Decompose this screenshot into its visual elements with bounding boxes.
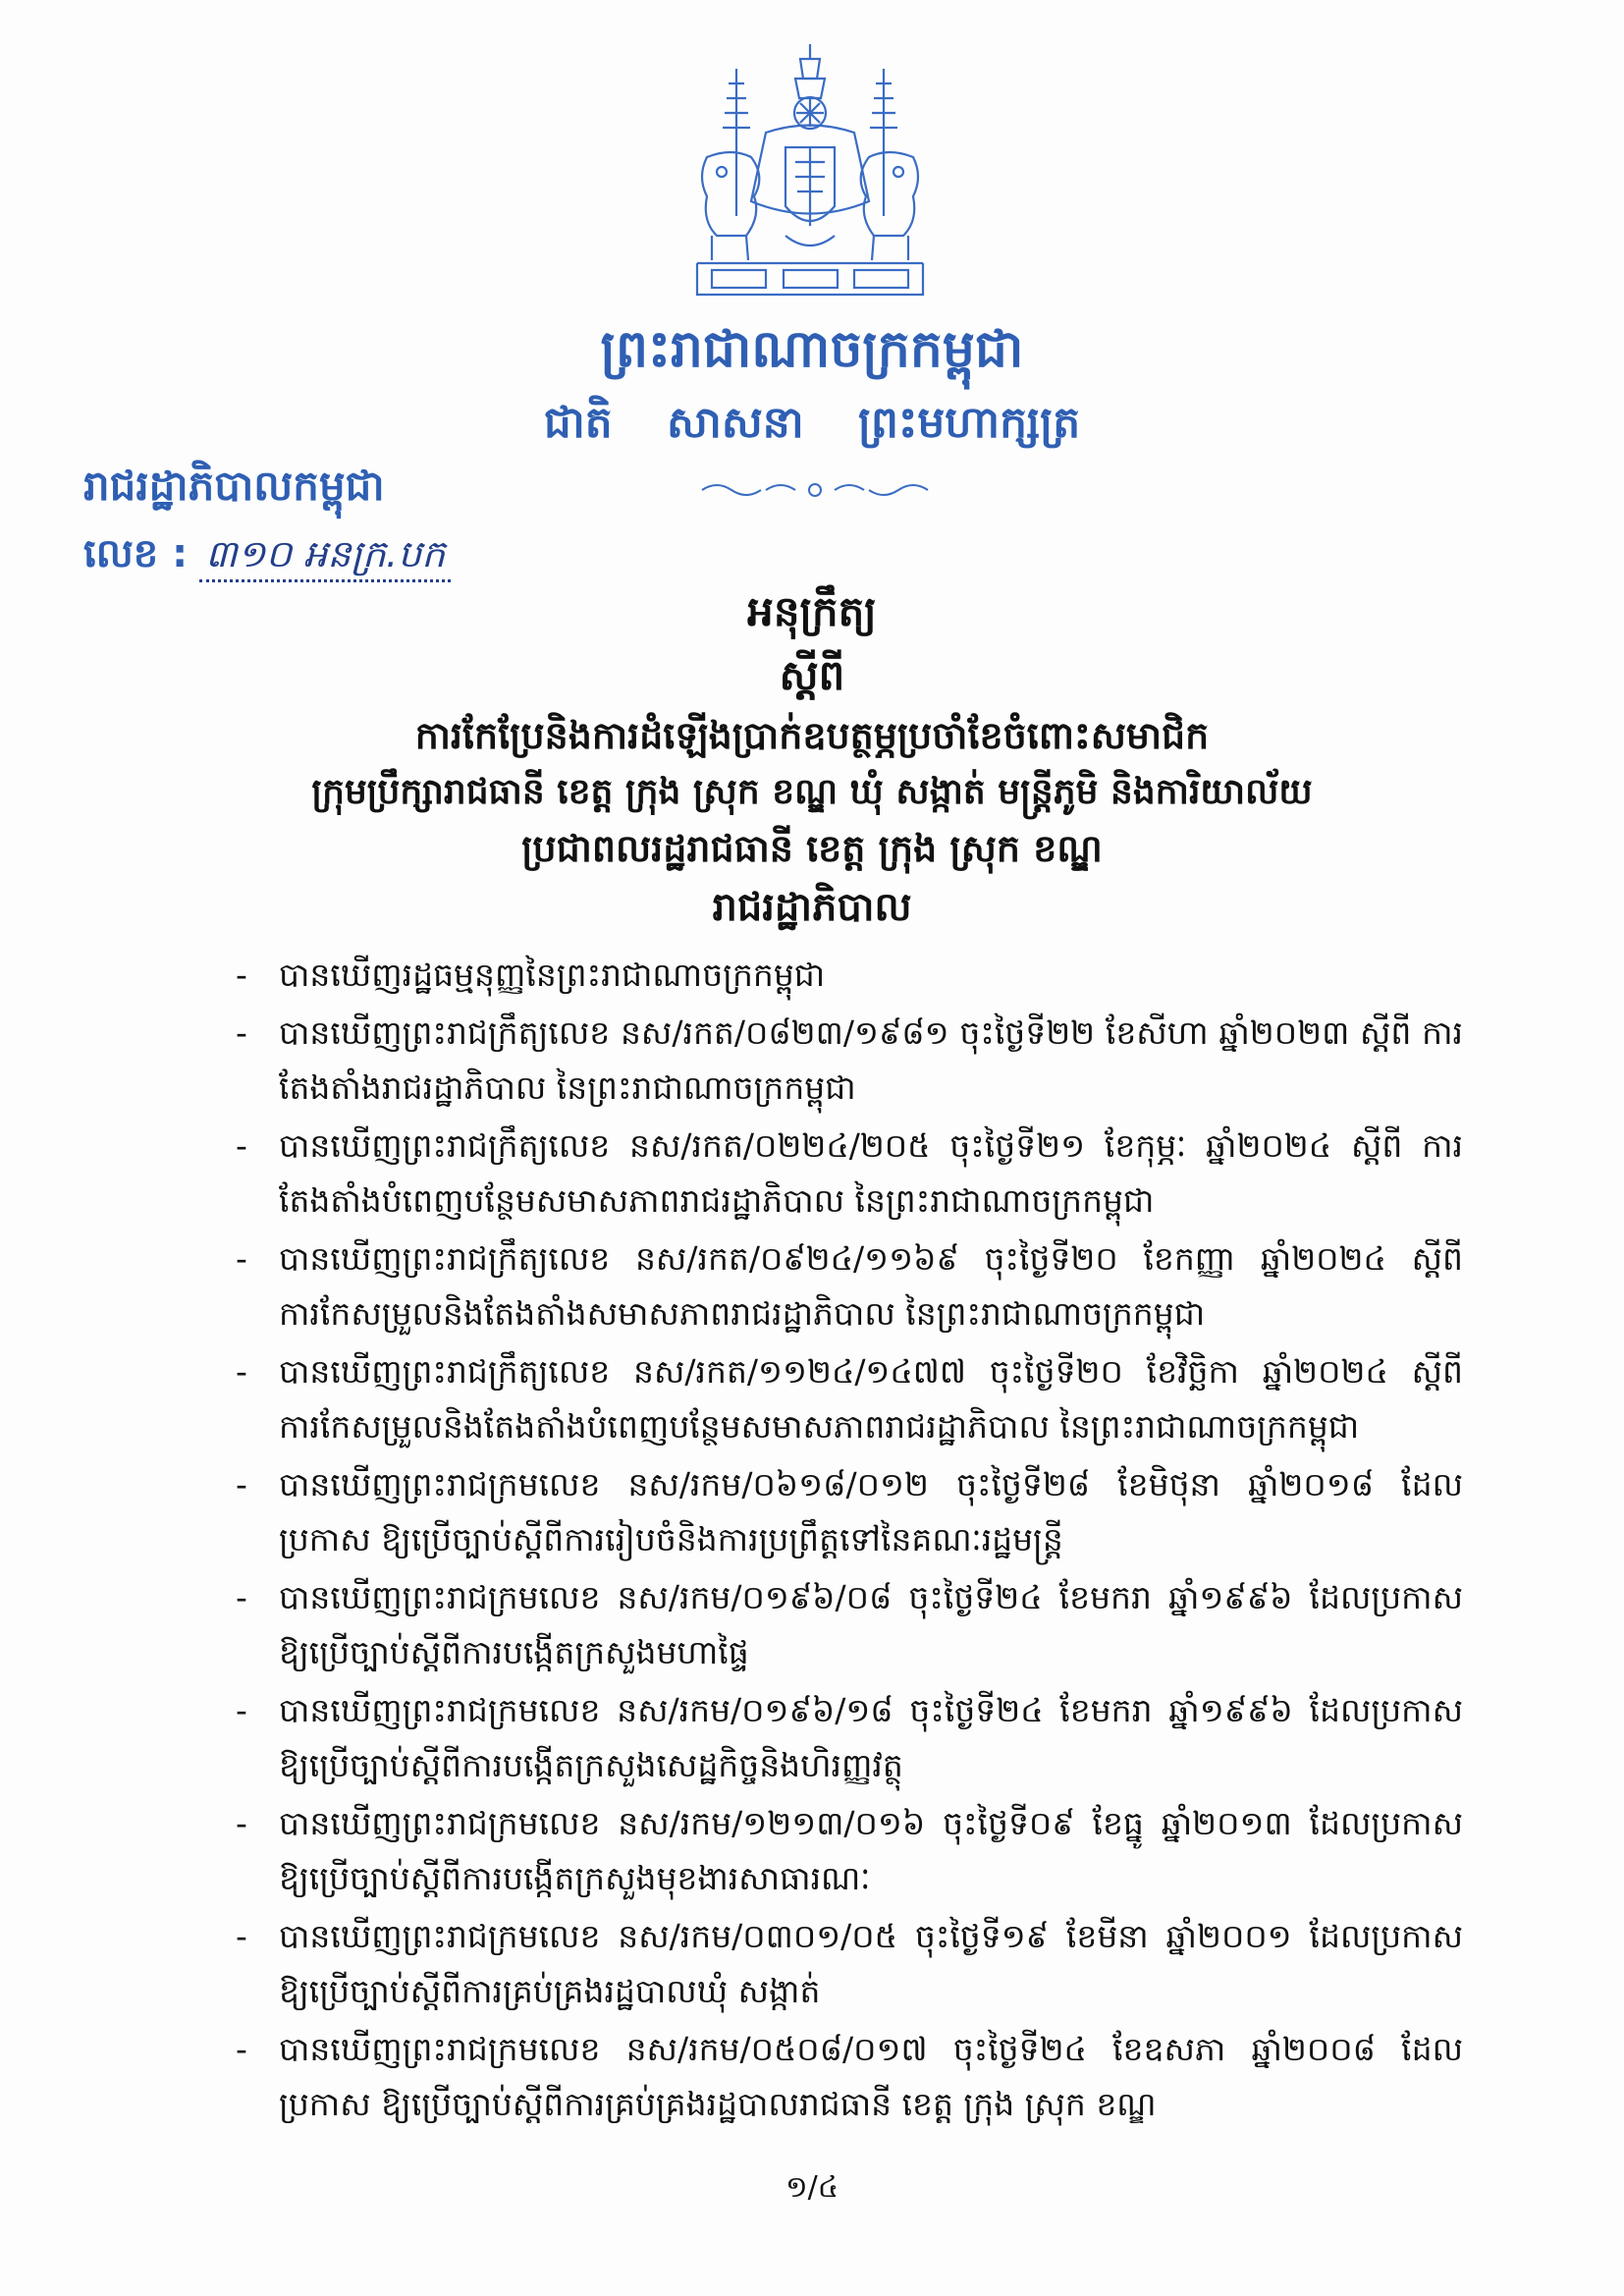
kingdom-title: ព្រះរាជាណាចក្រកម្ពុជា (600, 320, 1024, 379)
list-item (236, 1231, 1463, 1341)
royal-coat-of-arms-icon (677, 39, 943, 319)
document-number (83, 530, 451, 582)
list-item (236, 1344, 1463, 1454)
bullet-dash: - (236, 1578, 247, 1616)
list-item-text: បានឃើញរដ្ឋធម្មនុញ្ញនៃព្រះរាជាណាចក្រកម្ពុជា (279, 956, 826, 994)
bullet-dash: - (236, 1691, 247, 1729)
list-item (236, 1006, 1463, 1116)
list-item (236, 1570, 1463, 1680)
list-item (236, 1457, 1463, 1567)
recital-list (236, 948, 1463, 2135)
list-item-text: បានឃើញព្រះរាជក្រមលេខ នស/រកម/១២១៣/០១៦ ចុះថ្ងៃទី០៩ ខែធ្នូ ឆ្នាំ២០១៣ ដែលប្រកាស ឱ្យប្រើច្បាប់ស្តីពីការបង្កើតក្រសួងមុខងារសាធារណៈ (279, 1804, 1463, 1897)
bullet-dash: - (236, 1465, 247, 1503)
list-item (236, 1796, 1463, 1906)
subject-line: ការកែប្រែនិងការដំឡើងប្រាក់ឧបត្ថម្ភប្រចាំខែចំពោះសមាជិក (414, 714, 1210, 758)
bullet-dash: - (236, 1352, 247, 1391)
bullet-dash: - (236, 956, 247, 994)
bullet-dash: - (236, 1013, 247, 1052)
document-number-label: លេខ : (83, 531, 189, 576)
issuer-name: រាជរដ្ឋាភិបាលកម្ពុជា (83, 462, 385, 510)
list-item-text: បានឃើញព្រះរាជក្រឹត្យលេខ នស/រកត/១១២៤/១៤៧៧ ចុះថ្ងៃទី២០ ខែវិច្ឆិកា ឆ្នាំ២០២៤ ស្តីពី ការកែសម្រួលនិងតែងតាំងបំពេញបន្ថែមសមាសភាពរាជរដ្ឋាភិបាល នៃព្រះរាជាណាចក្រកម្ពុជា (279, 1352, 1463, 1446)
bullet-dash: - (236, 1126, 247, 1165)
document-about: ស្តីពី (779, 651, 845, 700)
list-item-text: បានឃើញព្រះរាជក្រមលេខ នស/រកម/០១៩៦/១៨ ចុះថ្ងៃទី២៤ ខែមករា ឆ្នាំ១៩៩៦ ដែលប្រកាស ឱ្យប្រើច្បាប់ស្តីពីការបង្កើតក្រសួងសេដ្ឋកិច្ចនិងហិរញ្ញវត្ថុ (279, 1691, 1463, 1784)
list-item (236, 2022, 1463, 2132)
list-item (236, 1909, 1463, 2019)
list-item-text: បានឃើញព្រះរាជក្រមលេខ នស/រកម/០៥០៨/០១៧ ចុះថ្ងៃទី២៤ ខែឧសភា ឆ្នាំ២០០៨ ដែលប្រកាស ឱ្យប្រើច្បាប់ស្តីពីការគ្រប់គ្រងរដ្ឋបាលរាជធានី ខេត្ត ក្រុង ស្រុក ខណ្ឌ (279, 2030, 1463, 2123)
list-item-text: បានឃើញព្រះរាជក្រមលេខ នស/រកម/០៣០១/០៥ ចុះថ្ងៃទី១៩ ខែមីនា ឆ្នាំ២០០១ ដែលប្រកាស ឱ្យប្រើច្បាប់ស្តីពីការគ្រប់គ្រងរដ្ឋបាលឃុំ សង្កាត់ (279, 1917, 1463, 2010)
document-title (0, 579, 1624, 878)
section-heading: រាជរដ្ឋាភិបាល (712, 885, 912, 930)
subject-line: ក្រុមប្រឹក្សារាជធានី ខេត្ត ក្រុង ស្រុក ខណ្ឌ ឃុំ សង្កាត់ មន្ត្រីភូមិ និងការិយាល័យ (311, 772, 1313, 813)
bullet-dash: - (236, 1804, 247, 1842)
list-item (236, 1119, 1463, 1229)
bullet-dash: - (236, 1239, 247, 1278)
list-item (236, 948, 1463, 1003)
motto-nation: ជាតិ (543, 398, 613, 448)
divider-ornament-icon (697, 476, 933, 504)
motto-king: ព្រះមហាក្សត្រ (857, 398, 1081, 448)
list-item-text: បានឃើញព្រះរាជក្រមលេខ នស/រកម/០៦១៨/០១២ ចុះថ្ងៃទី២៨ ខែមិថុនា ឆ្នាំ២០១៨ ដែលប្រកាស ឱ្យប្រើច្បាប់ស្តីពីការរៀបចំនិងការប្រព្រឹត្តទៅនៃគណៈរដ្ឋមន្ត្រី (279, 1465, 1463, 1558)
subject-line: ប្រជាពលរដ្ឋរាជធានី ខេត្ត ក្រុង ស្រុក ខណ្ឌ (521, 826, 1103, 870)
list-item (236, 1683, 1463, 1793)
list-item-text: បានឃើញព្រះរាជក្រមលេខ នស/រកម/០១៩៦/០៨ ចុះថ្ងៃទី២៤ ខែមករា ឆ្នាំ១៩៩៦ ដែលប្រកាស ឱ្យប្រើច្បាប់ស្តីពីការបង្កើតក្រសួងមហាផ្ទៃ (279, 1578, 1463, 1671)
page-number: ១/៤ (785, 2170, 839, 2205)
list-item-text: បានឃើញព្រះរាជក្រឹត្យលេខ នស/រកត/០៩២៤/១១៦៩ ចុះថ្ងៃទី២០ ខែកញ្ញា ឆ្នាំ២០២៤ ស្តីពី ការកែសម្រួលនិងតែងតាំងសមាសភាពរាជរដ្ឋាភិបាល នៃព្រះរាជាណាចក្រកម្ពុជា (279, 1239, 1463, 1333)
bullet-dash: - (236, 2030, 247, 2068)
list-item-text: បានឃើញព្រះរាជក្រឹត្យលេខ នស/រកត/០៨២៣/១៩៨១ ចុះថ្ងៃទី២២ ខែសីហា ឆ្នាំ២០២៣ ស្តីពី ការតែងតាំងរាជរដ្ឋាភិបាល នៃព្រះរាជាណាចក្រកម្ពុជា (279, 1013, 1463, 1107)
bullet-dash: - (236, 1917, 247, 1955)
national-motto (0, 398, 1624, 450)
motto-religion: សាសនា (666, 398, 804, 448)
document-type: អនុក្រឹត្យ (747, 587, 877, 635)
list-item-text: បានឃើញព្រះរាជក្រឹត្យលេខ នស/រកត/០២២៤/២០៥ ចុះថ្ងៃទី២១ ខែកុម្ភៈ ឆ្នាំ២០២៤ ស្តីពី ការតែងតាំងបំពេញបន្ថែមសមាសភាពរាជរដ្ឋាភិបាល នៃព្រះរាជាណាចក្រកម្ពុជា (279, 1126, 1463, 1220)
document-number-value: ៣១០ អនក្រ.បក (199, 532, 451, 582)
